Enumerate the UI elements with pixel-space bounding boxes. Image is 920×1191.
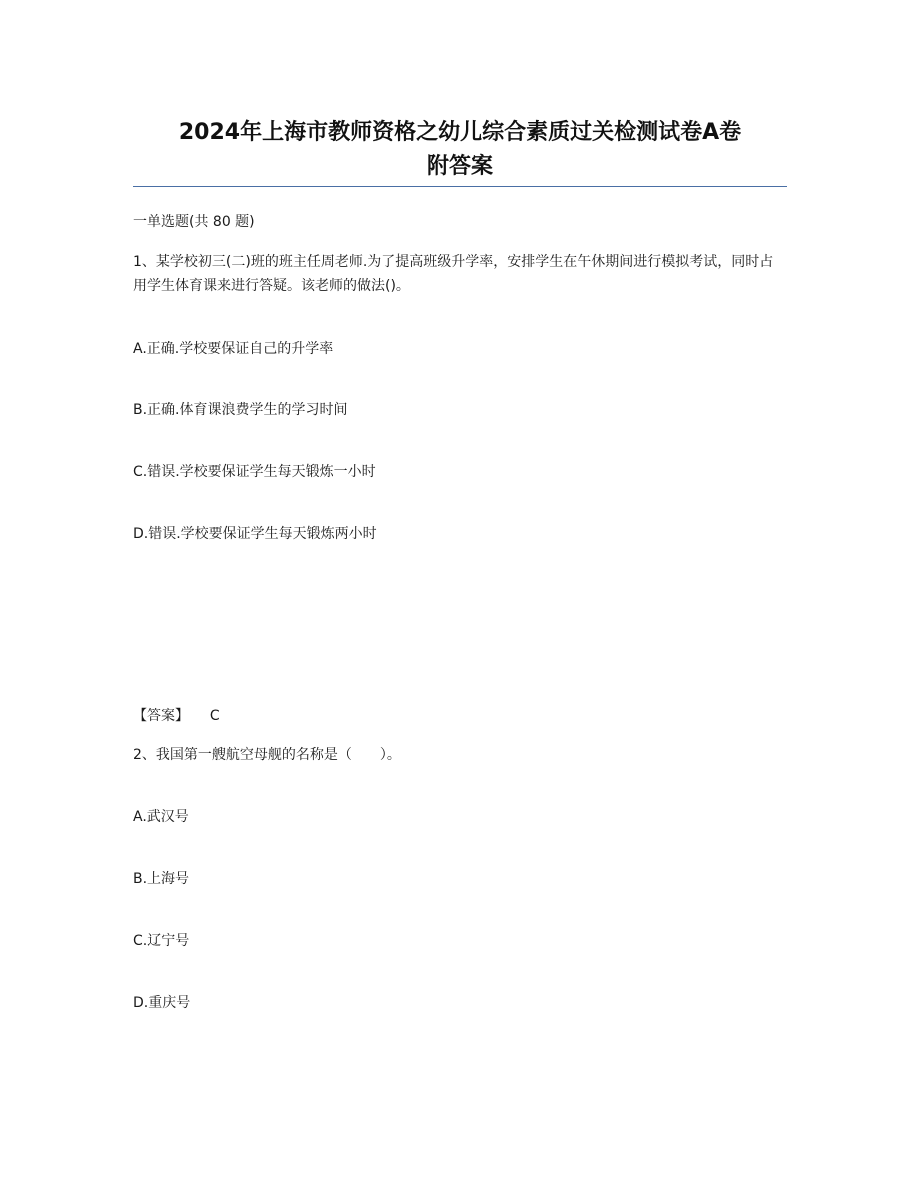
section-header: 一单选题(共 80 题) [133, 214, 255, 230]
title-line-2: 附答案 [426, 154, 493, 179]
question-1-answer [133, 704, 220, 728]
answer-value: C [209, 708, 220, 724]
question-2-option-a: A.武汉号 [133, 809, 189, 825]
answer-label: 【答案】 [133, 708, 189, 724]
title-line-1: 2024年上海市教师资格之幼儿综合素质过关检测试卷A卷 [178, 120, 742, 145]
question-1-stem: 1、某学校初三(二)班的班主任周老师.为了提高班级升学率，安排学生在午休期间进行模拟考试，同时占用学生体育课来进行答疑。该老师的做法()。 [133, 254, 774, 294]
question-2-option-c: C.辽宁号 [133, 933, 190, 949]
document-title [133, 116, 787, 184]
question-1-option-b: B.正确.体育课浪费学生的学习时间 [133, 402, 348, 418]
question-2-option-b: B.上海号 [133, 871, 190, 887]
question-1-option-a: A.正确.学校要保证自己的升学率 [133, 341, 334, 357]
question-2-stem: 2、我国第一艘航空母舰的名称是（ ）。 [133, 747, 401, 763]
question-1-option-c: C.错误.学校要保证学生每天锻炼一小时 [133, 464, 376, 480]
question-2-option-d: D.重庆号 [133, 995, 191, 1011]
question-1-option-d: D.错误.学校要保证学生每天锻炼两小时 [133, 526, 377, 542]
title-divider [133, 186, 787, 187]
